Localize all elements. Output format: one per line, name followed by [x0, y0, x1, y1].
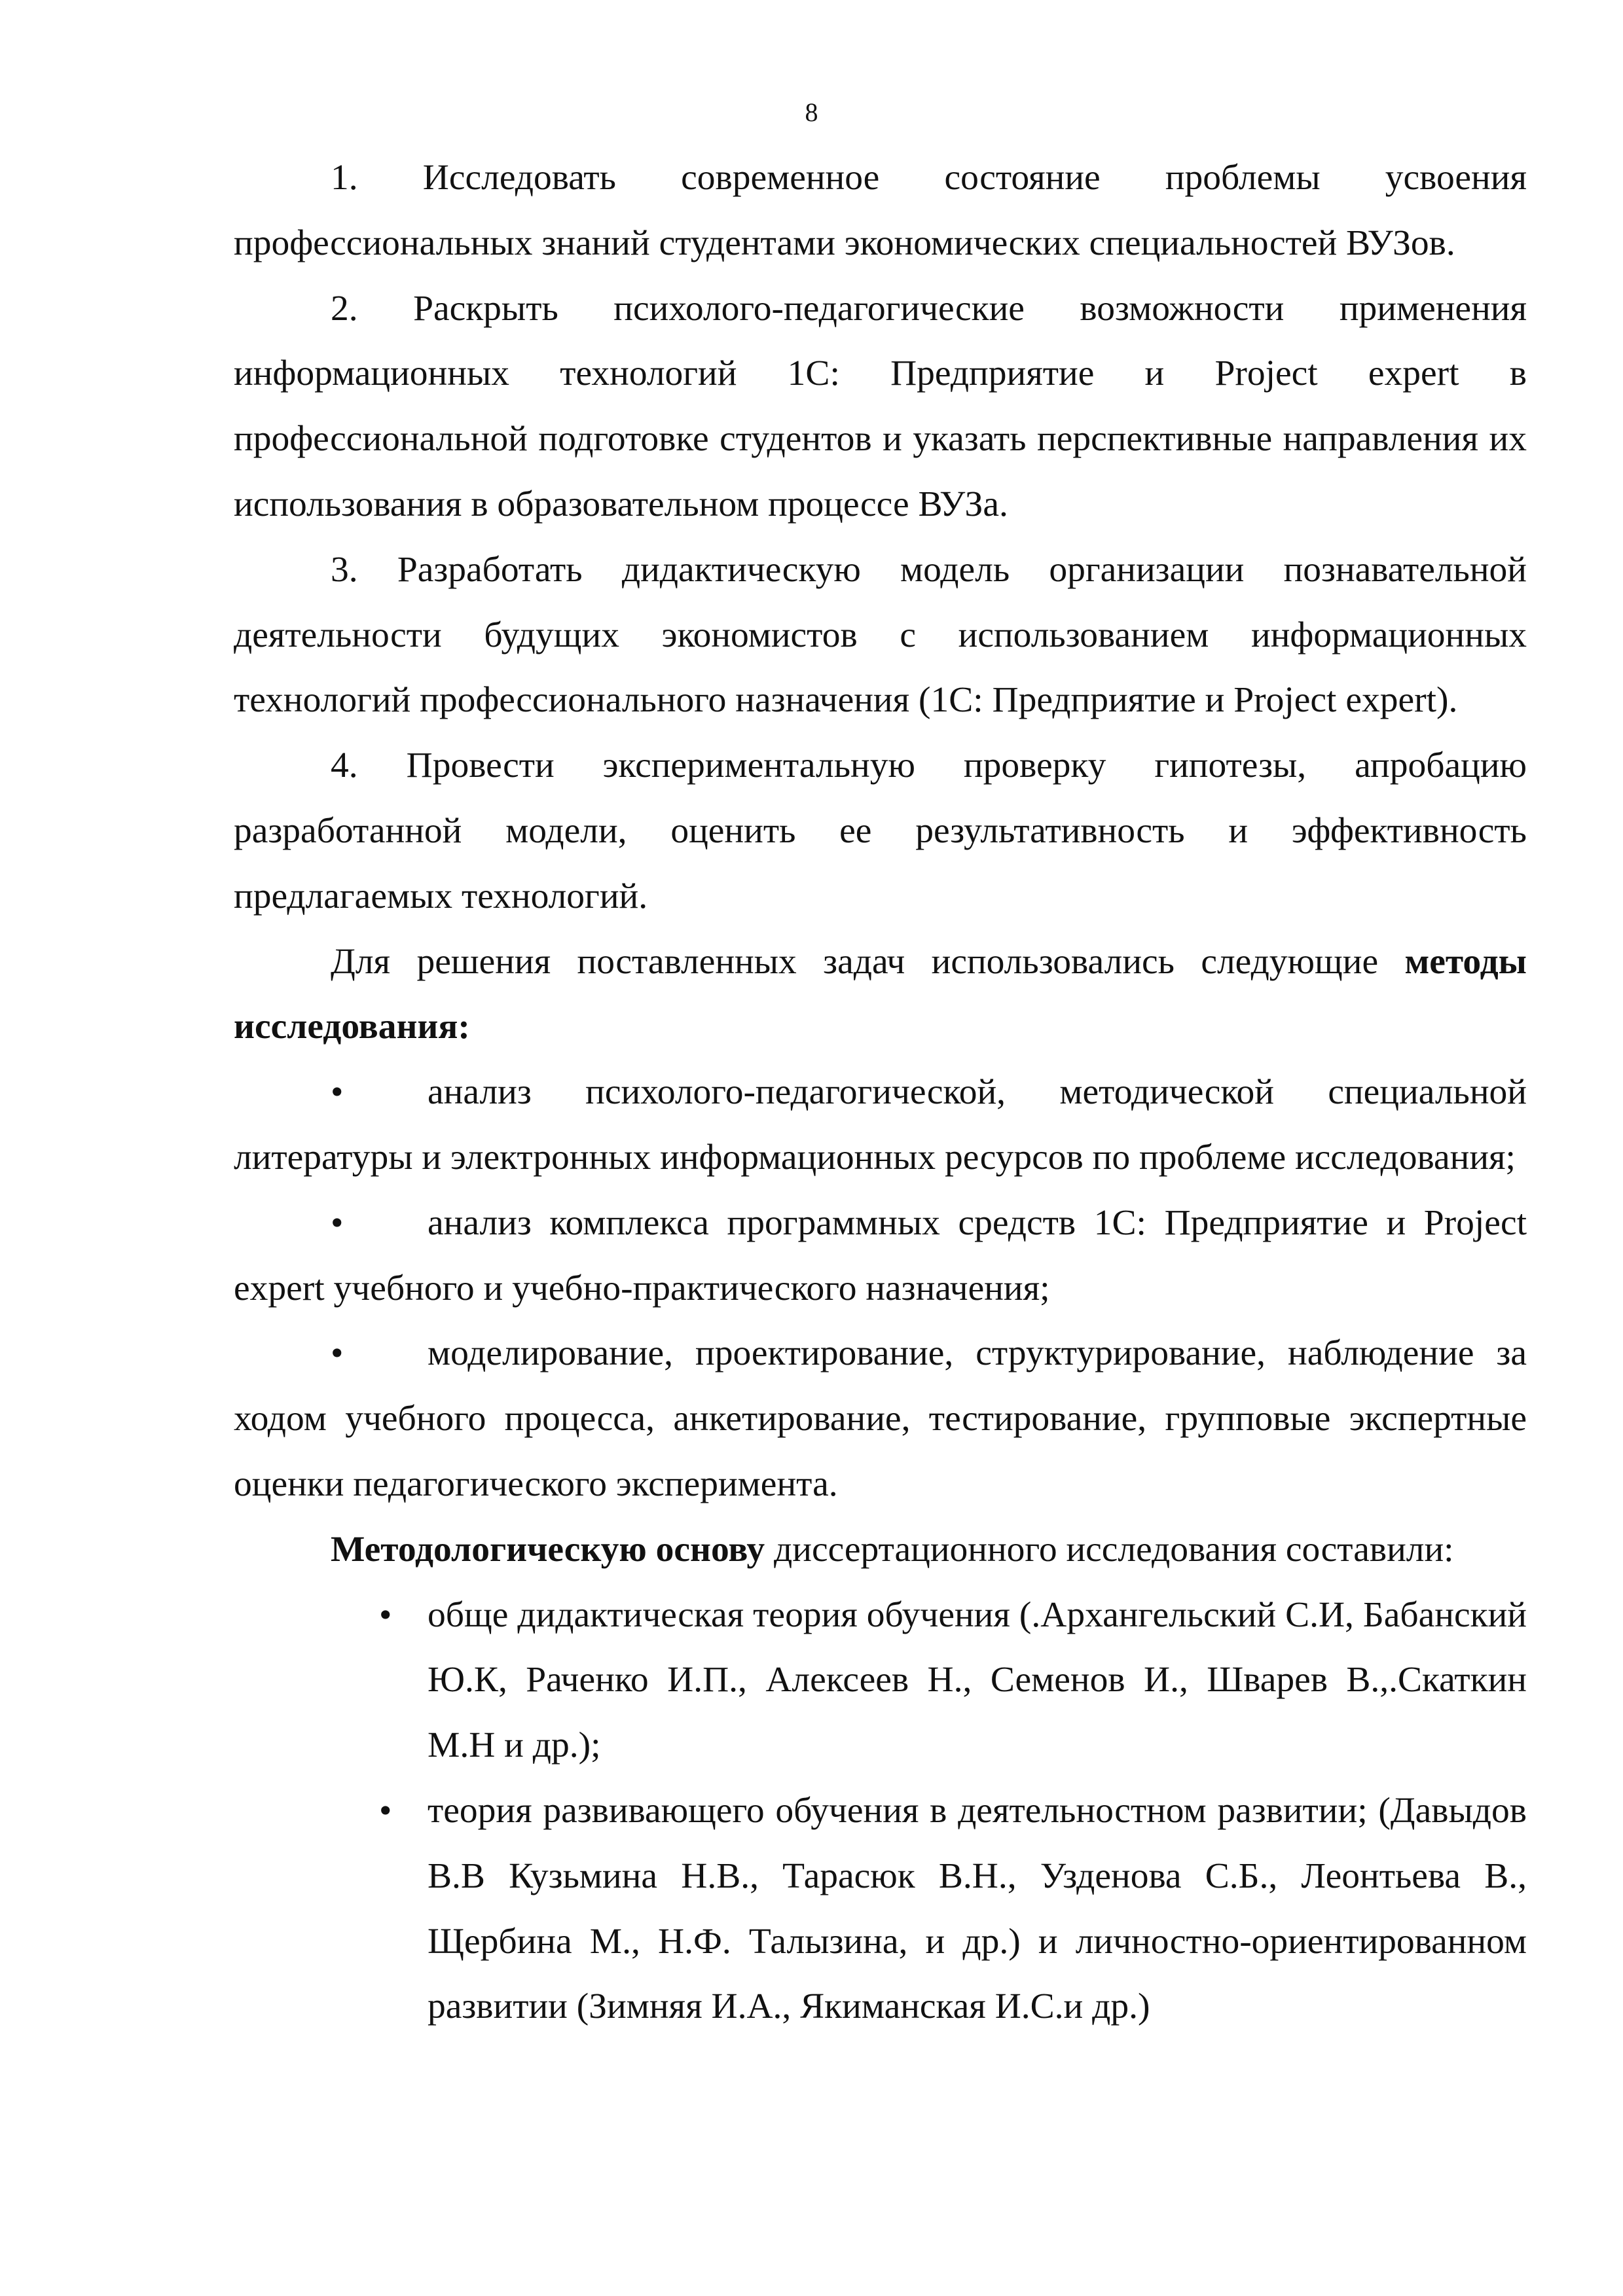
methodology-intro	[234, 1517, 1527, 1583]
task-3: 3. Разработать дидактическую модель организации познавательной деятельности будущих экономистов с использованием информационных технологий профессионального назначения (1С: Предприятие и Project expert).	[234, 549, 1527, 721]
method-item-text: моделирование, проектирование, структурирование, наблюдение за ходом учебного процесса, анкетирование, тестирование, групповые экспертные оценки педагогического эксперимента.	[234, 1333, 1527, 1504]
methods-intro-bold: методы исследования:	[234, 941, 1527, 1047]
methodology-intro-bold: Методологическую основу	[331, 1529, 765, 1570]
method-item-text: анализ комплекса программных средств 1С: Предприятие и Project expert учебного и учебно-практического назначения;	[234, 1202, 1527, 1308]
method-item-text: анализ психолого-педагогической, методической специальной литературы и электронных информационных ресурсов по проблеме исследования;	[234, 1072, 1527, 1177]
bullet-icon: •	[379, 1790, 392, 1831]
methodology-item-text: теория развивающего обучения в деятельностном развитии; (Давыдов В.В Кузьмина Н.В., Тарасюк В.Н., Узденова С.Б., Леонтьева В., Щербина М., Н.Ф. Талызина, и др.) и личностно-ориентированном развитии (Зимняя И.А., Якиманская И.С.и др.)	[428, 1790, 1527, 2027]
bullet-icon: •	[331, 1072, 344, 1113]
bullet-icon: •	[331, 1333, 344, 1374]
method-item	[234, 1191, 1527, 1321]
task-1: 1. Исследовать современное состояние проблемы усвоения профессиональных знаний студентами экономических специальностей ВУЗов.	[234, 158, 1527, 263]
bullet-icon: •	[331, 1202, 344, 1243]
methods-intro	[234, 929, 1527, 1060]
methods-intro-text: Для решения поставленных задач использовались следующие	[331, 941, 1405, 982]
task-4: 4. Провести экспериментальную проверку гипотезы, апробацию разработанной модели, оценить ее результативность и эффективность предлагаемых технологий.	[234, 745, 1527, 916]
document-body	[234, 145, 1527, 2039]
methodology-intro-text: диссертационного исследования составили:	[765, 1529, 1454, 1570]
methodology-item	[282, 1583, 1527, 1778]
method-item	[234, 1321, 1527, 1516]
methodology-item-text: обще дидактическая теория обучения (.Архангельский С.И, Бабанский Ю.К, Раченко И.П., Алексеев Н., Семенов И., Шварев В.,.Скаткин М.Н и др.);	[428, 1594, 1527, 1766]
bullet-icon: •	[379, 1594, 392, 1635]
task-2: 2. Раскрыть психолого-педагогические возможности применения информационных технологий 1С: Предприятие и Project expert в профессиональной подготовке студентов и указать перспективные направления их использования в образовательном процессе ВУЗа.	[234, 288, 1527, 524]
methodology-item	[282, 1778, 1527, 2039]
method-item	[234, 1060, 1527, 1191]
page-number: 8	[805, 98, 818, 127]
